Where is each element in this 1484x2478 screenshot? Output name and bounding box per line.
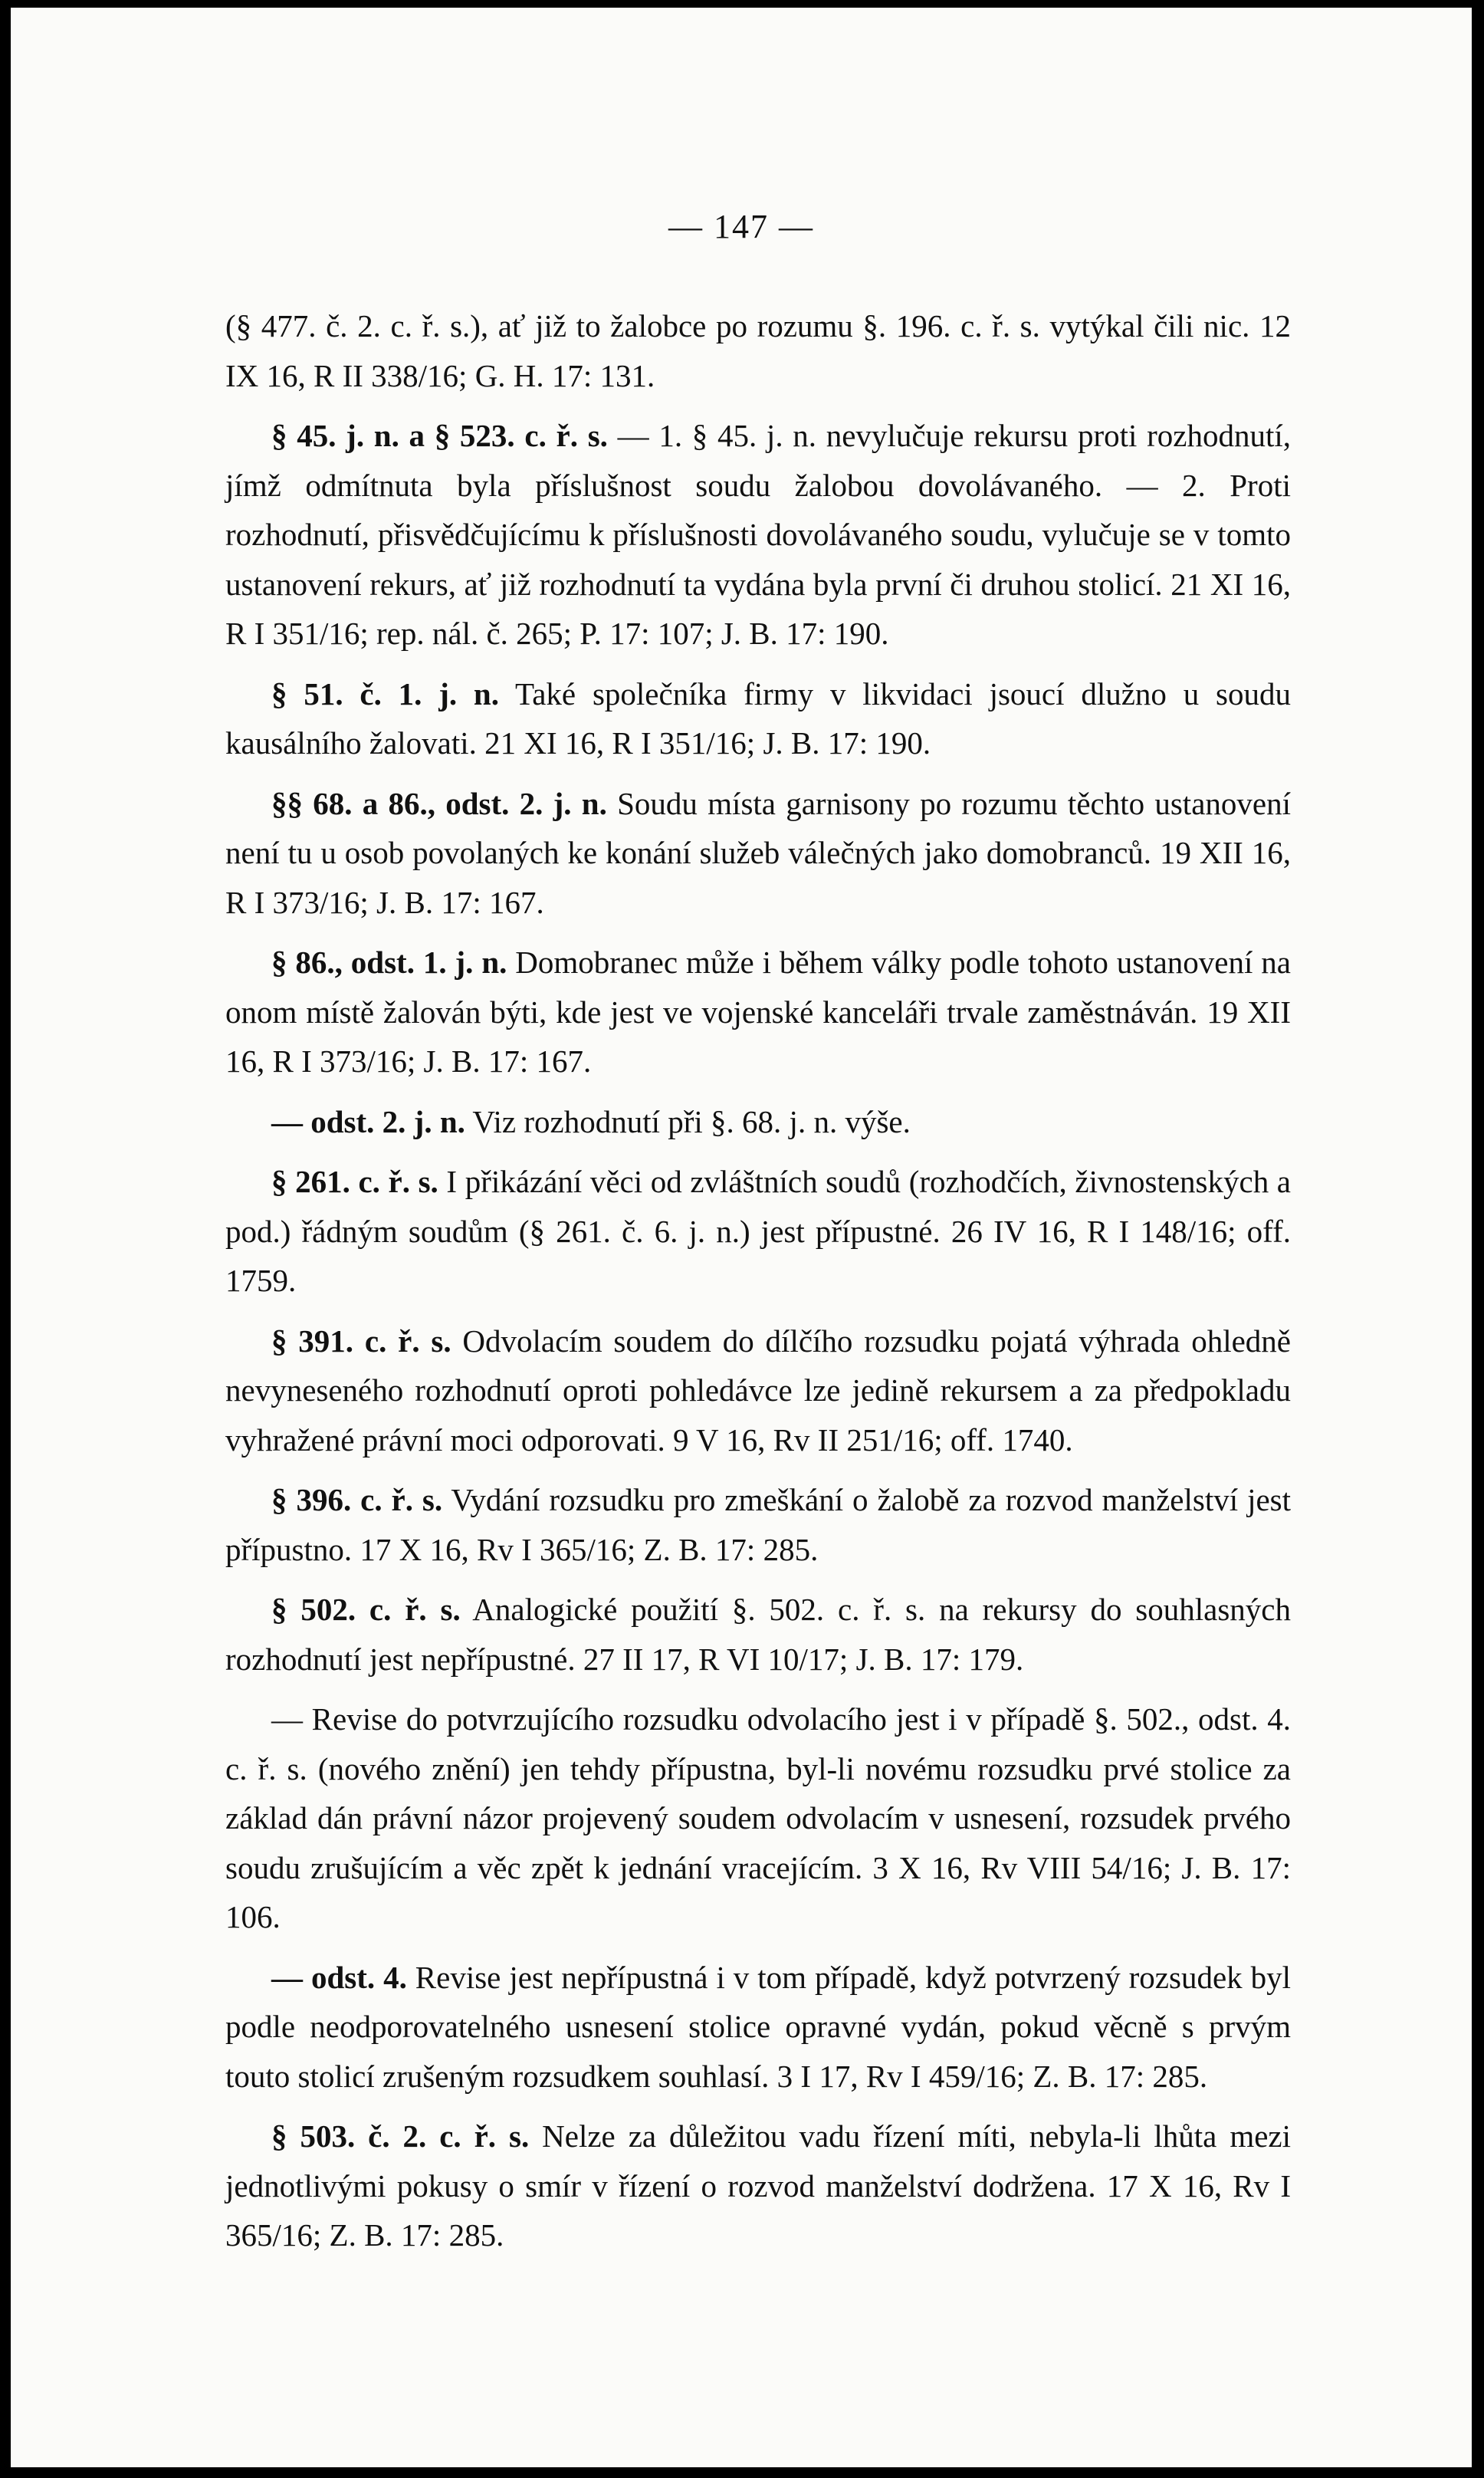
- paragraph: [225, 2112, 1291, 2260]
- paragraph-text: — Revise do potvrzujícího rozsudku odvolacího jest i v případě §. 502., odst. 4. c. ř. s. (nového znění) jen tehdy přípustna, byl-li novému rozsudku prvé stolice za základ dán právní názor projevený soudem odvolacím v usnesení, rozsudek prvého soudu zrušujícím a věc zpět k jednání vracejícím. 3 X 16, Rv VIII 54/16; J. B. 17: 106.: [225, 1701, 1291, 1934]
- section-reference: § 45. j. n. a § 523. c. ř. s.: [271, 418, 608, 453]
- paragraph: [225, 1097, 1291, 1147]
- section-reference: § 51. č. 1. j. n.: [271, 675, 499, 712]
- page-number: — 147 —: [668, 208, 814, 245]
- paragraph: [225, 1475, 1291, 1574]
- section-reference: §§ 68. a 86., odst. 2. j. n.: [271, 785, 607, 821]
- paragraph-text: (§ 477. č. 2. c. ř. s.), ať již to žalobce po rozumu §. 196. c. ř. s. vytýkal čili nic. 12 IX 16, R II 338/16; G. H. 17: 131.: [225, 308, 1291, 393]
- paragraph-text: Vydání rozsudku pro zmeškání o žalobě za rozvod manželství jest přípustno. 17 X 16, Rv I 365/16; Z. B. 17: 285.: [225, 1482, 1292, 1567]
- section-reference: § 391. c. ř. s.: [271, 1323, 451, 1359]
- paragraph-text: Viz rozhodnutí při §. 68. j. n. výše.: [465, 1103, 911, 1139]
- section-reference: § 86., odst. 1. j. n.: [271, 945, 507, 980]
- paragraph: [225, 301, 1291, 400]
- paragraph: [225, 1953, 1291, 2102]
- paragraph: [225, 1157, 1291, 1306]
- paragraph-text: Odvolacím soudem do dílčího rozsudku pojatá výhrada ohledně nevyneseného rozhodnutí oproti pohledávce lze jedině rekursem a za předpokladu vyhražené právní moci odporovati. 9 V 16, Rv II 251/16; off. 1740.: [225, 1323, 1291, 1458]
- section-reference: § 503. č. 2. c. ř. s.: [271, 2118, 530, 2154]
- paragraph: [225, 1316, 1291, 1465]
- page-body: [225, 301, 1291, 2271]
- section-reference: § 396. c. ř. s.: [271, 1482, 443, 1517]
- paragraph: [225, 669, 1291, 768]
- paragraph-text: I přikázání věci od zvláštních soudů (rozhodčích, živnostenských a pod.) řádným soudům (§ 261. č. 6. j. n.) jest přípustné. 26 IV 16, R I 148/16; off. 1759.: [225, 1164, 1292, 1298]
- paragraph-text: Soudu místa garnisony po rozumu těchto ustanovení není tu u osob povolaných ke konání služeb válečných jako domobranců. 19 XII 16, R I 373/16; J. B. 17: 167.: [225, 785, 1291, 920]
- paragraph: [225, 411, 1291, 659]
- section-reference: — odst. 2. j. n.: [271, 1103, 465, 1139]
- paragraph-text: Revise jest nepřípustná i v tom případě, když potvrzený rozsudek byl podle neodporovatelného usnesení stolice opravné vydán, pokud věcně s prvým touto stolicí zrušeným rozsudkem souhlasí. 3 I 17, Rv I 459/16; Z. B. 17: 285.: [225, 1959, 1291, 2094]
- paragraph-text: Nelze za důležitou vadu řízení míti, nebyla-li lhůta mezi jednotlivými pokusy o smír v řízení o rozvod manželství dodržena. 17 X 16, Rv I 365/16; Z. B. 17: 285.: [225, 2118, 1291, 2253]
- paragraph-text: — 1. § 45. j. n. nevylučuje rekursu proti rozhodnutí, jímž odmítnuta byla příslušnost soudu žalobou dovolávaného. — 2. Proti rozhodnutí, přisvědčujícímu k příslušnosti dovolávaného soudu, vylučuje se v tomto ustanovení rekurs, ať již rozhodnutí ta vydána byla první či druhou stolicí. 21 XI 16, R I 351/16; rep. nál. č. 265; P. 17: 107; J. B. 17: 190.: [225, 418, 1291, 651]
- book-page: [11, 8, 1472, 2467]
- paragraph: [225, 1585, 1291, 1684]
- paragraph-text: Analogické použití §. 502. c. ř. s. na rekursy do souhlasných rozhodnutí jest nepřípustné. 27 II 17, R VI 10/17; J. B. 17: 179.: [225, 1592, 1291, 1677]
- paragraph: [225, 1694, 1291, 1942]
- paragraph: [225, 779, 1291, 928]
- paragraph-text: Domobranec může i během války podle tohoto ustanovení na onom místě žalován býti, kde jest ve vojenské kanceláři trvale zaměstnáván. 19 XII 16, R I 373/16; J. B. 17: 167.: [225, 945, 1291, 1079]
- section-reference: — odst. 4.: [271, 1959, 407, 1995]
- paragraph: [225, 938, 1291, 1086]
- section-reference: § 261. c. ř. s.: [271, 1164, 438, 1199]
- paragraph-text: Také společníka firmy v likvidaci jsoucí dlužno u soudu kausálního žalovati. 21 XI 16, R I 351/16; J. B. 17: 190.: [225, 675, 1292, 761]
- section-reference: § 502. c. ř. s.: [271, 1592, 461, 1627]
